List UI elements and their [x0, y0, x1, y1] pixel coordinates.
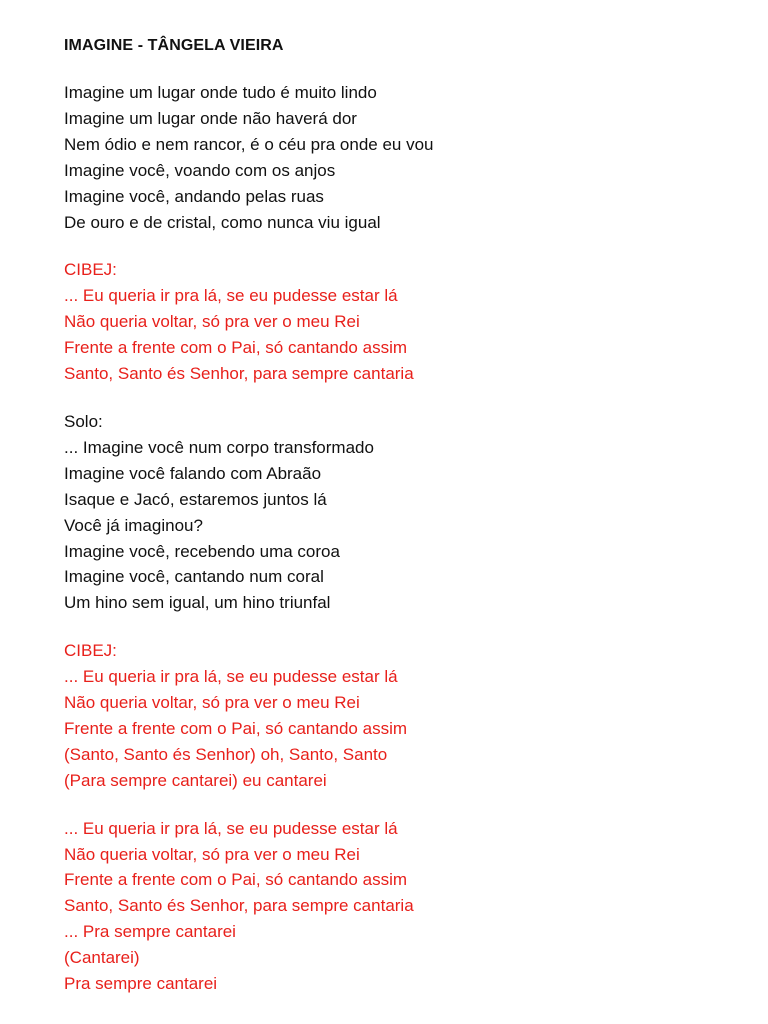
- lyric-line: Santo, Santo és Senhor, para sempre cantaria: [64, 364, 414, 384]
- lyric-line: Imagine você, andando pelas ruas: [64, 186, 324, 206]
- lyric-line: (Cantarei): [64, 948, 140, 968]
- verse-stanza: [64, 409, 754, 616]
- lyric-line: Não queria voltar, só pra ver o meu Rei: [64, 312, 360, 332]
- lyric-line: CIBEJ:: [64, 641, 117, 661]
- lyric-line: Frente a frente com o Pai, só cantando assim: [64, 718, 408, 738]
- lyric-line: Não queria voltar, só pra ver o meu Rei: [64, 693, 360, 713]
- lyric-line: Santo, Santo és Senhor, para sempre cantaria: [64, 896, 414, 916]
- lyric-line: Imagine um lugar onde não haverá dor: [64, 108, 357, 128]
- chorus-stanza: [64, 257, 754, 387]
- lyric-line: (Santo, Santo és Senhor) oh, Santo, Santo: [64, 744, 388, 764]
- verse-stanza: [64, 80, 754, 235]
- lyric-line: ... Eu queria ir pra lá, se eu pudesse estar lá: [64, 286, 398, 306]
- lyric-line: ... Pra sempre cantarei: [64, 922, 236, 942]
- lyrics-body: [64, 80, 754, 997]
- lyric-line: Frente a frente com o Pai, só cantando assim: [64, 870, 408, 890]
- chorus-stanza: [64, 638, 754, 793]
- lyric-line: CIBEJ:: [64, 260, 117, 280]
- lyric-line: Imagine você falando com Abraão: [64, 463, 322, 483]
- lyric-line: Você já imaginou?: [64, 515, 203, 535]
- lyric-line: De ouro e de cristal, como nunca viu igual: [64, 212, 381, 232]
- lyric-line: Não queria voltar, só pra ver o meu Rei: [64, 844, 360, 864]
- lyric-line: Imagine você, cantando num coral: [64, 567, 324, 587]
- lyrics-document: [64, 34, 754, 1019]
- chorus-stanza: [64, 816, 754, 997]
- lyric-line: Pra sempre cantarei: [64, 974, 218, 994]
- song-title: IMAGINE - TÂNGELA VIEIRA: [64, 37, 284, 54]
- lyric-line: (Para sempre cantarei) eu cantarei: [64, 770, 327, 790]
- lyric-line: ... Eu queria ir pra lá, se eu pudesse estar lá: [64, 667, 398, 687]
- lyric-line: Isaque e Jacó, estaremos juntos lá: [64, 489, 327, 509]
- lyric-line: Um hino sem igual, um hino triunfal: [64, 593, 331, 613]
- lyric-line: Imagine você, voando com os anjos: [64, 160, 336, 180]
- lyric-line: ... Imagine você num corpo transformado: [64, 437, 374, 457]
- lyric-line: Solo:: [64, 411, 103, 431]
- lyric-line: Frente a frente com o Pai, só cantando assim: [64, 338, 408, 358]
- lyric-line: ... Eu queria ir pra lá, se eu pudesse estar lá: [64, 818, 398, 838]
- lyric-line: Nem ódio e nem rancor, é o céu pra onde eu vou: [64, 134, 434, 154]
- lyric-line: Imagine um lugar onde tudo é muito lindo: [64, 83, 377, 102]
- lyric-line: Imagine você, recebendo uma coroa: [64, 541, 340, 561]
